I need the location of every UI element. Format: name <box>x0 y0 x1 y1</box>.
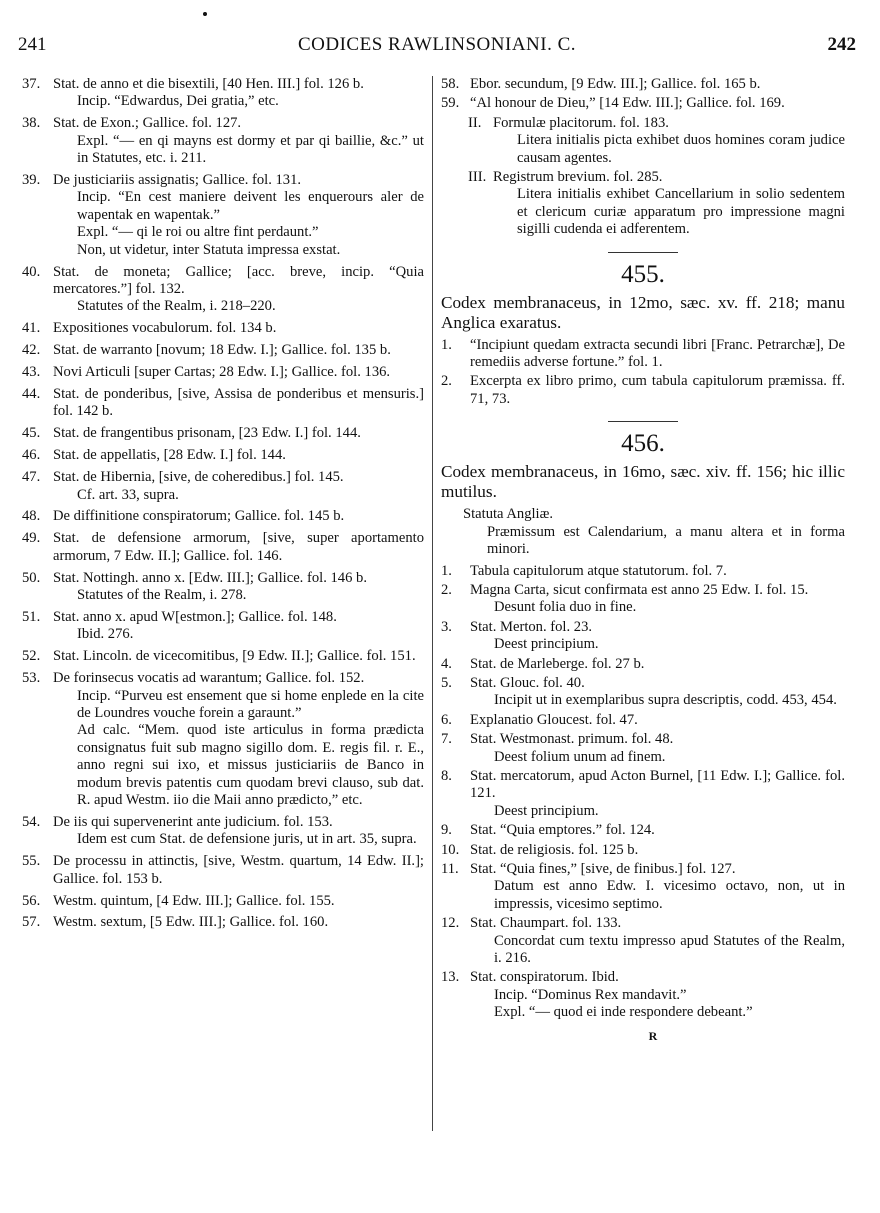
entry-note: Expl. “— en qi mayns est dormy et par qi baillie, &c.” ut in Statutes, etc. i. 211. <box>77 132 424 167</box>
entry-text: Stat. de moneta; Gallice; [acc. breve, incip. “Quia mercatores.”] fol. 132. <box>53 263 424 297</box>
entry-number: 42. <box>22 342 41 359</box>
entry-text: Magna Carta, sicut confirmata est anno 25 Edw. I. fol. 15. <box>470 581 809 598</box>
entry-note: Litera initialis picta exhibet duos homines coram judice causam agentes. <box>517 132 845 166</box>
catalogue-entry <box>22 570 424 605</box>
entry-text: Westm. sextum, [5 Edw. III.]; Gallice. fol. 160. <box>53 914 329 931</box>
catalogue-entry <box>22 814 424 849</box>
catalogue-entry <box>441 822 845 839</box>
entry-number: 59. <box>441 95 460 112</box>
entry-text: Stat. Glouc. fol. 40. <box>470 674 585 691</box>
entry-text: Stat. de ponderibus, [sive, Assisa de ponderibus et mensuris.] fol. 142 b. <box>53 386 424 420</box>
catalogue-entry <box>441 969 845 1021</box>
entry-text: Ebor. secundum, [9 Edw. III.]; Gallice. fol. 165 b. <box>470 76 761 92</box>
entry-number: 2. <box>441 581 452 598</box>
entry-number: II. <box>468 114 482 131</box>
entry-text: Stat. de religiosis. fol. 125 b. <box>470 841 639 858</box>
catalogue-entry <box>22 115 424 167</box>
section-heading: Statuta Angliæ. <box>463 506 553 523</box>
entry-text: Registrum brevium. fol. 285. <box>493 169 663 186</box>
codex-number-456: 456. <box>621 430 665 458</box>
catalogue-entry <box>441 373 845 408</box>
entry-number: 47. <box>22 469 41 486</box>
column-divider <box>432 76 433 1131</box>
entry-text: Excerpta ex libro primo, cum tabula capitulorum præmissa. ff. 71, 73. <box>470 373 845 407</box>
right-top-entries <box>441 76 845 113</box>
catalogue-entry <box>22 320 424 337</box>
entry-text: Stat. Lincoln. de vicecomitibus, [9 Edw. II.]; Gallice. fol. 151. <box>53 648 416 665</box>
entry-number: 1. <box>441 336 452 353</box>
entry-number: 55. <box>22 853 41 870</box>
entry-number: 8. <box>441 767 452 784</box>
entry-text: Stat. de frangentibus prisonam, [23 Edw. I.] fol. 144. <box>53 425 361 442</box>
entry-text: De forinsecus vocatis ad warantum; Gallice. fol. 152. <box>53 670 365 687</box>
signature-mark: R <box>648 1028 658 1043</box>
entry-text: Stat. de anno et die bisextili, [40 Hen. III.] fol. 126 b. <box>53 76 364 92</box>
entry-number: 41. <box>22 320 41 337</box>
entry-text: Stat. “Quia fines,” [sive, de finibus.] fol. 127. <box>470 861 736 877</box>
entry-text: Novi Articuli [super Cartas; 28 Edw. I.]; Gallice. fol. 136. <box>53 364 391 381</box>
entry-text: Stat. de Hibernia, [sive, de coheredibus.] fol. 145. <box>53 469 344 486</box>
catalogue-entry <box>22 508 424 525</box>
entry-number: 45. <box>22 425 41 442</box>
entry-text: “Incipiunt quedam extracta secundi libri [Franc. Petrarchæ], De remediis adverse fortune.” fol. 1. <box>470 336 845 371</box>
entry-note: Non, ut videtur, inter Statuta impressa exstat. <box>77 241 341 258</box>
entry-number: 13. <box>441 969 460 986</box>
entry-text: De iis qui supervenerint ante judicium. fol. 153. <box>53 813 333 830</box>
entry-note: Idem est cum Stat. de defensione juris, ut in art. 35, supra. <box>77 831 417 848</box>
entry-text: Stat. mercatorum, apud Acton Burnel, [11 Edw. I.]; Gallice. fol. 121. <box>470 767 845 802</box>
entry-number: 3. <box>441 618 452 635</box>
catalogue-entry <box>22 609 424 644</box>
catalogue-entry <box>22 264 424 316</box>
entry-number: 10. <box>441 841 460 858</box>
entry-number: 37. <box>22 76 41 92</box>
entry-note: Deest folium unum ad finem. <box>494 748 666 765</box>
entry-note: Ad calc. “Mem. quod iste articulus in forma prædicta consignatus fuit sub magno sigillo dom. E. regis fil. r. E., anno regni sui ixo, et missus justiciariis de Banco in modum brevis patentis cum quodam brevi clauso, sub dat. R. apud Westm. iio die Maii anno prædicto,” etc. <box>77 722 424 809</box>
entry-number: 58. <box>441 76 460 92</box>
catalogue-entry <box>22 386 424 421</box>
entry-text: Stat. de Marleberge. fol. 27 b. <box>470 655 645 672</box>
codex-number-455: 455. <box>621 260 665 288</box>
entry-note: Expl. “— qi le roi ou altre fint perdaunt.” <box>77 224 319 241</box>
codex-description-456: Codex membranaceus, in 16mo, sæc. xiv. ff. 156; hic illic mutilus. <box>441 462 845 502</box>
ink-dot <box>203 12 207 16</box>
entry-text: De processu in attinctis, [sive, Westm. quartum, 14 Edw. II.]; Gallice. fol. 153 b. <box>53 853 424 887</box>
right-column <box>441 76 845 1045</box>
entry-text: Stat. Merton. fol. 23. <box>470 618 593 635</box>
entry-note: Incip. “En cest maniere deivent les enquerours aler de wapentak en wapentak.” <box>77 189 424 223</box>
catalogue-entry <box>441 76 845 93</box>
entry-note: Incip. “Dominus Rex mandavit.” <box>494 986 687 1003</box>
entry-text: Stat. de Exon.; Gallice. fol. 127. <box>53 115 242 132</box>
entry-text: Stat. anno x. apud W[estmon.]; Gallice. fol. 148. <box>53 608 337 625</box>
entry-text: Stat. Chaumpart. fol. 133. <box>470 915 622 932</box>
page-number-right: 242 <box>827 34 856 55</box>
separator-rule <box>608 421 678 422</box>
entry-number: 50. <box>22 569 41 586</box>
page-number-left: 241 <box>18 34 47 55</box>
entry-number: 12. <box>441 915 460 932</box>
entry-text: “Al honour de Dieu,” [14 Edw. III.]; Gallice. fol. 169. <box>470 95 785 112</box>
catalogue-entry <box>22 670 424 809</box>
entry-text: Expositiones vocabulorum. fol. 134 b. <box>53 320 277 337</box>
entry-text: Formulæ placitorum. fol. 183. <box>493 114 669 131</box>
entry-note: Ibid. 276. <box>77 626 134 643</box>
catalogue-entry <box>441 563 845 580</box>
running-header <box>18 34 856 58</box>
entry-number: 39. <box>22 172 41 189</box>
catalogue-entry <box>441 675 845 710</box>
entry-note: Concordat cum textu impresso apud Statutes of the Realm, i. 216. <box>494 932 845 967</box>
entry-note: Statutes of the Realm, i. 218–220. <box>77 298 276 315</box>
catalogue-entry <box>441 731 845 766</box>
entry-number: 11. <box>441 861 459 877</box>
entry-note: Desunt folia duo in fine. <box>494 599 637 616</box>
entry-note: Incip. “Edwardus, Dei gratia,” etc. <box>77 93 279 110</box>
entry-number: 57. <box>22 914 41 931</box>
entry-number: 9. <box>441 822 452 839</box>
entry-number: 38. <box>22 115 41 132</box>
catalogue-entry <box>441 169 845 239</box>
catalogue-entry <box>441 768 845 820</box>
entry-note: Datum est anno Edw. I. vicesimo octavo, non, ut in impressis, vicesimo septimo. <box>494 878 845 912</box>
catalogue-entry <box>22 469 424 504</box>
catalogue-entry <box>22 342 424 359</box>
entry-text: De diffinitione conspiratorum; Gallice. fol. 145 b. <box>53 508 345 525</box>
entry-text: Stat. de warranto [novum; 18 Edw. I.]; Gallice. fol. 135 b. <box>53 342 391 359</box>
entry-note: Cf. art. 33, supra. <box>77 486 179 503</box>
catalogue-entry <box>441 337 845 372</box>
catalogue-entry <box>441 656 845 673</box>
entry-text: Stat. de appellatis, [28 Edw. I.] fol. 144. <box>53 447 286 464</box>
entry-number: 54. <box>22 813 41 830</box>
catalogue-entry <box>22 914 424 931</box>
catalogue-entry <box>22 853 424 888</box>
left-column <box>22 76 424 936</box>
catalogue-entry <box>441 582 845 617</box>
codex-description-455: Codex membranaceus, in 12mo, sæc. xv. ff. 218; manu Anglica exaratus. <box>441 292 845 332</box>
catalogue-entry <box>441 842 845 859</box>
entry-number: 5. <box>441 674 452 691</box>
codex-456-items <box>441 563 845 1022</box>
entry-number: 43. <box>22 364 41 381</box>
catalogue-entry <box>22 648 424 665</box>
catalogue-entry <box>441 619 845 654</box>
entry-number: 51. <box>22 608 41 625</box>
catalogue-entry <box>441 712 845 729</box>
catalogue-entry <box>441 115 845 167</box>
entry-note: Litera initialis exhibet Cancellarium in solio sedentem et clericum curiæ apparatum pro impressione magni sigilli cudenda ei adferentem. <box>517 186 845 238</box>
entry-note: Expl. “— quod ei inde respondere debeant.” <box>494 1004 753 1021</box>
entry-note: Incip. “Purveu est ensement que si home enplede en la cite de Loundres vouche forein a garaunt.” <box>77 687 424 721</box>
entry-number: 44. <box>22 386 41 402</box>
entry-number: 49. <box>22 530 41 547</box>
catalogue-entry <box>22 172 424 259</box>
entry-number: 7. <box>441 731 452 748</box>
entry-text: Stat. conspiratorum. Ibid. <box>470 969 619 986</box>
separator-rule <box>608 252 678 253</box>
section-note: Præmissum est Calendarium, a manu altera et in forma minori. <box>487 523 845 558</box>
catalogue-entry <box>22 893 424 910</box>
entry-number: 6. <box>441 711 452 728</box>
entry-text: Tabula capitulorum atque statutorum. fol. 7. <box>470 562 727 579</box>
entry-text: Stat. de defensione armorum, [sive, super aportamento armorum, 7 Edw. II.]; Gallice. fol. 146. <box>53 530 424 564</box>
catalogue-entry <box>22 447 424 464</box>
entry-text: De justiciariis assignatis; Gallice. fol. 131. <box>53 172 302 189</box>
entry-number: 1. <box>441 562 452 579</box>
right-sections <box>441 115 845 239</box>
catalogue-entry <box>22 364 424 381</box>
entry-note: Deest principium. <box>494 636 599 653</box>
catalogue-entry <box>22 530 424 565</box>
entry-number: 46. <box>22 447 41 464</box>
codex-455-items <box>441 337 845 409</box>
entry-number: 48. <box>22 508 41 525</box>
catalogue-entry <box>22 425 424 442</box>
entry-text: Explanatio Gloucest. fol. 47. <box>470 711 638 728</box>
entry-note: Deest principium. <box>494 802 599 819</box>
entry-note: Statutes of the Realm, i. 278. <box>77 587 247 604</box>
entry-number: 2. <box>441 373 452 390</box>
entry-text: Westm. quintum, [4 Edw. III.]; Gallice. fol. 155. <box>53 892 335 909</box>
entry-text: Stat. “Quia emptores.” fol. 124. <box>470 822 655 839</box>
entry-number: 56. <box>22 892 41 909</box>
catalogue-entry <box>441 861 845 913</box>
entry-number: 52. <box>22 648 41 665</box>
entry-text: Stat. Westmonast. primum. fol. 48. <box>470 731 674 748</box>
entry-number: 4. <box>441 655 452 672</box>
catalogue-entry <box>441 95 845 112</box>
entry-number: III. <box>468 169 487 186</box>
entry-number: 53. <box>22 670 41 687</box>
entry-number: 40. <box>22 263 41 280</box>
catalogue-entry <box>441 915 845 967</box>
entry-text: Stat. Nottingh. anno x. [Edw. III.]; Gallice. fol. 146 b. <box>53 569 367 586</box>
entry-note: Incipit ut in exemplaribus supra descriptis, codd. 453, 454. <box>494 692 837 709</box>
catalogue-entry <box>22 76 424 111</box>
running-title: CODICES RAWLINSONIANI. C. <box>297 34 577 55</box>
